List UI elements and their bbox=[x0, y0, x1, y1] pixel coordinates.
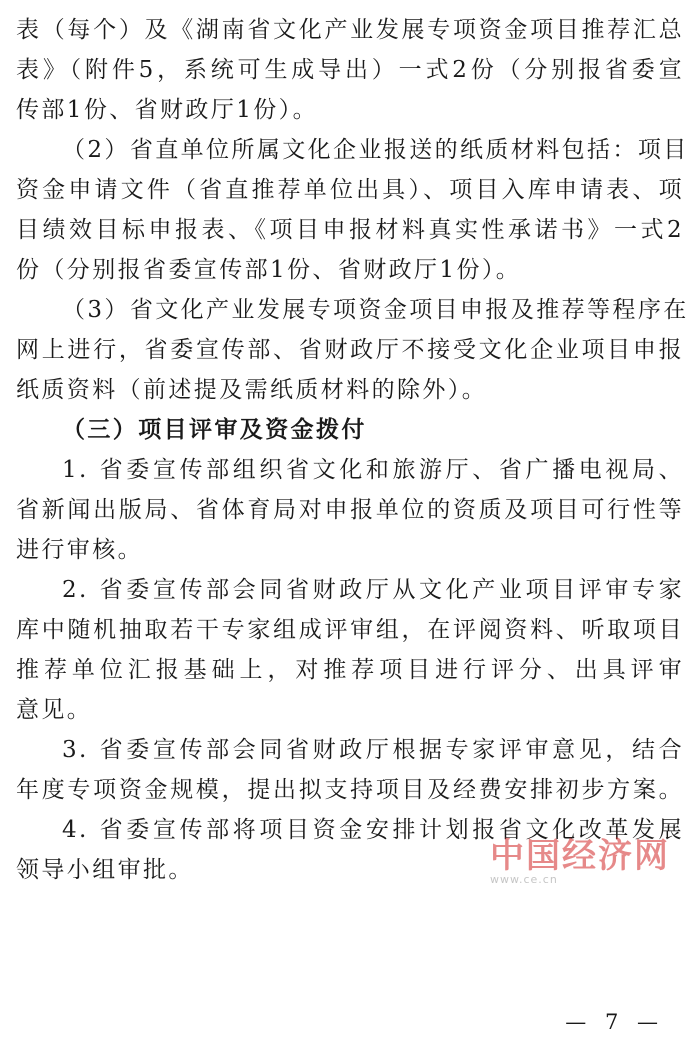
text-line: 表（每个）及《湖南省文化产业发展专项资金项目推荐汇总 bbox=[16, 17, 684, 43]
text-line: （3）省文化产业发展专项资金项目申报及推荐等程序在 bbox=[62, 297, 689, 323]
watermark-logo bbox=[490, 828, 690, 898]
text-line: 资金申请文件（省直推荐单位出具）、项目入库申请表、项 bbox=[16, 177, 684, 203]
text-line: （2）省直单位所属文化企业报送的纸质材料包括：项目 bbox=[62, 137, 689, 163]
text-line: 3. 省委宣传部会同省财政厅根据专家评审意见，结合 bbox=[62, 737, 684, 763]
page-number: — 7 — bbox=[565, 1010, 664, 1034]
document-body bbox=[16, 10, 689, 890]
text-line: 领导小组审批。 bbox=[16, 857, 194, 883]
watermark-subtext: www.ce.cn bbox=[490, 873, 558, 886]
text-line: 1. 省委宣传部组织省文化和旅游厅、省广播电视局、 bbox=[62, 457, 684, 483]
watermark-text: 中国经济网 bbox=[490, 836, 670, 876]
text-line: 纸质资料（前述提及需纸质材料的除外）。 bbox=[16, 377, 488, 403]
text-line: 目绩效目标申报表、《项目申报材料真实性承诺书》一式2 bbox=[16, 217, 684, 243]
text-line: 网上进行，省委宣传部、省财政厅不接受文化企业项目申报 bbox=[16, 337, 684, 363]
text-line: 进行审核。 bbox=[16, 537, 143, 563]
text-line: 2. 省委宣传部会同省财政厅从文化产业项目评审专家 bbox=[62, 577, 684, 603]
text-line: 年度专项资金规模，提出拟支持项目及经费安排初步方案。 bbox=[16, 777, 684, 803]
text-line: 份（分别报省委宣传部1份、省财政厅1份）。 bbox=[16, 257, 522, 283]
text-line: 表》（附件5，系统可生成导出）一式2份（分别报省委宣 bbox=[16, 57, 684, 83]
section-heading: （三）项目评审及资金拨付 bbox=[62, 416, 367, 443]
text-line: 意见。 bbox=[16, 697, 93, 723]
text-line: 库中随机抽取若干专家组成评审组，在评阅资料、听取项目 bbox=[16, 617, 684, 643]
text-line: 推荐单位汇报基础上，对推荐项目进行评分、出具评审 bbox=[16, 657, 684, 683]
text-line: 传部1份、省财政厅1份）。 bbox=[16, 97, 318, 123]
text-line: 4. 省委宣传部将项目资金安排计划报省文化改革发展 bbox=[62, 817, 684, 843]
text-line: 省新闻出版局、省体育局对申报单位的资质及项目可行性等 bbox=[16, 497, 684, 523]
